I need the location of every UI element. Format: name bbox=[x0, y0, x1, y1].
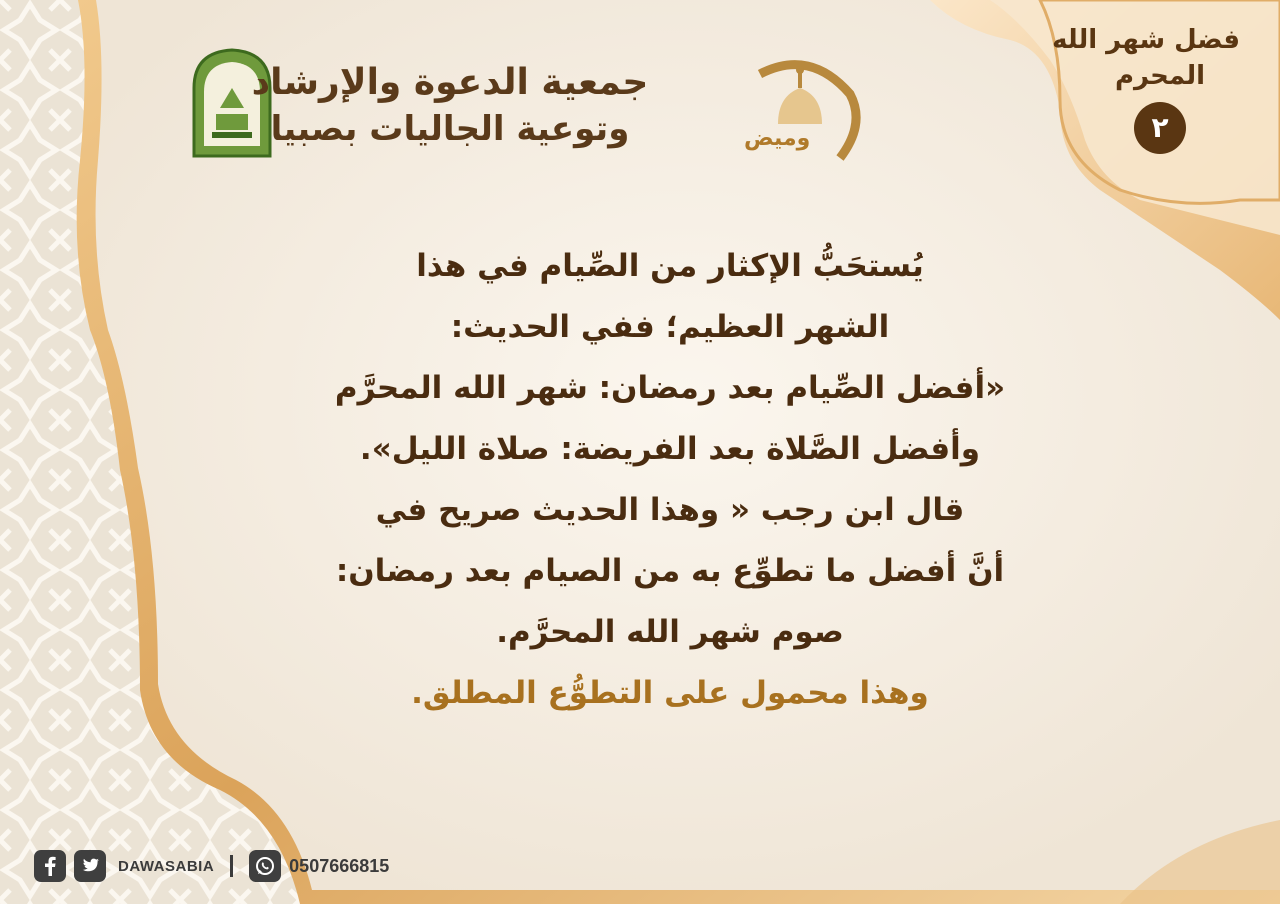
badge-title-line1: فضل شهر الله bbox=[1052, 25, 1240, 55]
text-line: أنَّ أفضل ما تطوِّع به من الصيام بعد رمضان: bbox=[335, 553, 1005, 589]
phone-number[interactable]: 0507666815 bbox=[289, 855, 390, 876]
footer-contacts bbox=[34, 848, 389, 884]
social-handle[interactable]: DAWASABIA bbox=[118, 857, 215, 875]
organization-name bbox=[230, 60, 670, 152]
whatsapp-icon[interactable] bbox=[249, 850, 281, 882]
text-line: قال ابن رجب « وهذا الحديث صريح في bbox=[375, 492, 965, 528]
partner-logo bbox=[730, 54, 870, 164]
closing-line: وهذا محمول على التطوُّع المطلق. bbox=[411, 675, 929, 711]
header-logos bbox=[190, 48, 870, 168]
partner-logo-text: وميض bbox=[744, 126, 811, 151]
facebook-icon[interactable] bbox=[34, 850, 66, 882]
series-badge bbox=[1052, 22, 1240, 154]
text-line: «أفضل الصِّيام بعد رمضان: شهر الله المحرَّم bbox=[334, 370, 1006, 406]
main-text bbox=[260, 236, 1080, 724]
text-line: الشهر العظيم؛ ففي الحديث: bbox=[450, 309, 890, 345]
org-name-line1: جمعية الدعوة والإرشاد bbox=[251, 62, 649, 103]
footer-separator bbox=[230, 855, 233, 877]
badge-title-line2: المحرم bbox=[1114, 61, 1206, 91]
org-name-line2: وتوعية الجاليات بصبيا bbox=[270, 109, 630, 149]
badge-number: ٢ bbox=[1134, 102, 1186, 154]
text-line: صوم شهر الله المحرَّم. bbox=[496, 614, 844, 650]
twitter-icon[interactable] bbox=[74, 850, 106, 882]
text-line: يُستحَبُّ الإكثار من الصِّيام في هذا bbox=[416, 248, 924, 284]
text-line: وأفضل الصَّلاة بعد الفريضة: صلاة الليل». bbox=[359, 431, 981, 467]
